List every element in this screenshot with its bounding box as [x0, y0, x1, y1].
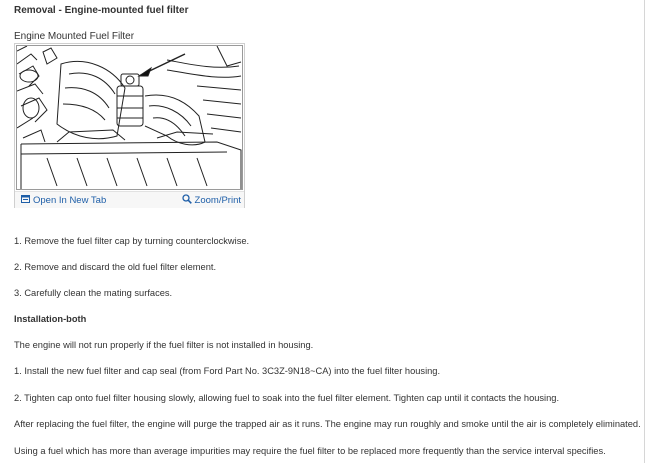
figure-toolbar: [15, 191, 244, 208]
removal-step-1: 1. Remove the fuel filter cap by turning counterclockwise.: [14, 236, 250, 246]
open-in-new-tab-label: Open In New Tab: [33, 194, 107, 206]
figure-caption: Engine Mounted Fuel Filter: [14, 31, 135, 42]
installation-heading: Installation-both: [14, 314, 87, 324]
installation-note: The engine will not run properly if the fuel filter is not installed in housing.: [14, 340, 314, 350]
installation-step-2: 2. Tighten cap onto fuel filter housing slowly, allowing fuel to soak into the fuel filter element. Tighten cap until it contacts the housing.: [14, 393, 560, 403]
engine-line-drawing: [17, 46, 242, 189]
section-title: Removal - Engine-mounted fuel filter: [14, 5, 189, 16]
open-in-new-tab-icon: [21, 194, 30, 206]
open-in-new-tab-link[interactable]: [21, 194, 106, 206]
figure-card: [14, 43, 245, 208]
installation-step-1: 1. Install the new fuel filter and cap seal (from Ford Part No. 3C3Z-9N18~CA) into the fuel filter housing.: [14, 366, 441, 376]
zoom-print-link[interactable]: [182, 194, 241, 207]
removal-step-3: 3. Carefully clean the mating surfaces.: [14, 288, 173, 298]
after-replacing-note: After replacing the fuel filter, the engine will purge the trapped air as it runs. The engine may run roughly and smoke until the air is completely eliminated.: [14, 419, 641, 429]
removal-step-2: 2. Remove and discard the old fuel filter element.: [14, 262, 217, 272]
engine-fuel-filter-illustration[interactable]: [16, 45, 243, 190]
magnifier-icon: [182, 194, 192, 207]
fuel-impurities-note: Using a fuel which has more than average impurities may require the fuel filter to be replaced more frequently than the service interval specifies.: [14, 446, 606, 456]
zoom-print-label: Zoom/Print: [194, 195, 241, 206]
page-right-border: [644, 0, 645, 463]
